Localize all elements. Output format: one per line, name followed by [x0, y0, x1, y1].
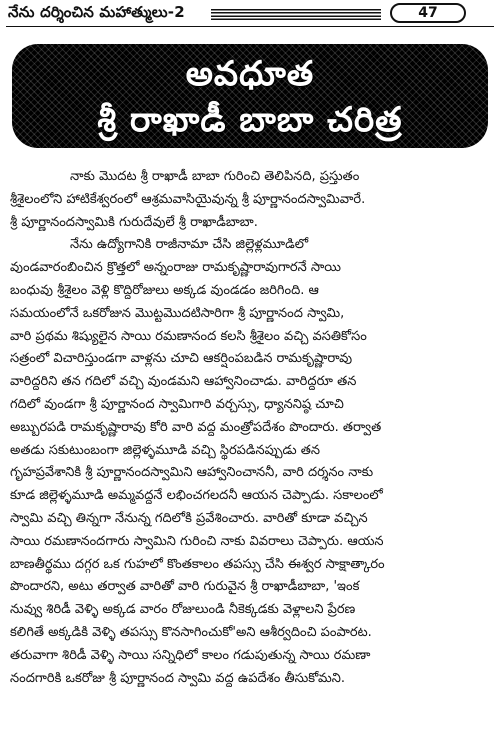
text-line: బాణతీర్థము దగ్గర ఒక గుహలో కొంతకాలం తపస్సు చేసి ఈశ్వర సాక్షాత్కారం	[10, 556, 385, 572]
text-line: శ్రీశైలంలోని హాటికేశ్వరంలో ఆశ్రమవాసియైవున్న శ్రీ పూర్ణానందస్వామివారే.	[10, 191, 366, 207]
text-line: వారిద్దరిని తన గదిలో వచ్చి వుండమని ఆహ్వానించాడు. వారిద్దరూ తన	[10, 374, 357, 390]
text-line: అతడు సకుటుంబంగా జిల్లెళ్ళమూడి వచ్చి స్థిరపడినప్పుడు తన	[10, 442, 320, 458]
text-line: శ్రీ పూర్ణానందస్వామికి గురుదేవులే శ్రీ రాఖాడీబాబా.	[10, 214, 258, 230]
running-header	[6, 3, 494, 25]
text-line: నందగారికి ఒకరోజు శ్రీ పూర్ణానంద స్వామి వద్ద ఉపదేశం తీసుకోమని.	[10, 670, 346, 686]
text-line: బంధువు శ్రీశైలం వెళ్లి కొద్దిరోజులు అక్కడ వుండడం జరిగింది. ఆ	[10, 282, 319, 298]
chapter-title-line-2: శ్రీ రాఖాడీ బాబా చరిత్ర	[97, 100, 403, 140]
text-line: స్వామి వచ్చి తిన్నగా నేనున్న గదిలోకి ప్రవేశించారు. వారితో కూడా వచ్చిన	[10, 510, 368, 526]
header-rule	[6, 26, 494, 27]
text-line: అబ్బురపడి రామకృష్ణారావు కోరి వారి వద్ద మంత్రోపదేశం పొందారు. తర్వాత	[10, 419, 382, 435]
text-line: కూడ జిల్లెళ్ళమూడి అమ్మవద్దనే లభించగలదనీ ఆయన చెప్పాడు. సకాలంలో	[10, 488, 383, 504]
text-line: నాకు మొదట శ్రీ రాఖాడీ బాబా గురించి తెలిపినది, ప్రస్తుతం	[70, 169, 360, 184]
running-title: నేను దర్శించిన మహాత్ములు-2	[8, 3, 185, 21]
page-number: 47	[390, 3, 466, 23]
text-line: తరువాగా శిరిడీ వెళ్ళి సాయి సన్నిధిలో కాలం గడుపుతున్న సాయి రమణా	[10, 647, 371, 663]
header-stripes-decoration	[211, 9, 381, 22]
text-line: గదిలో వుండగా శ్రీ పూర్ణానంద స్వామిగారి వర్చస్సు, ధ్యాననిష్ఠ చూచి	[10, 396, 344, 412]
chapter-title-line-1: అవధూత	[185, 54, 315, 94]
chapter-title-banner	[12, 44, 488, 148]
text-line: వారి ప్రథమ శిష్యులైన సాయి రమణానంద కలసి శ్రీశైలం వచ్చి వసతికోసం	[10, 328, 367, 344]
text-line: కలిగితే అక్కడికి వెళ్ళి తపస్సు కొనసాగించుకో'అని ఆశీర్వదించి పంపారట.	[10, 624, 372, 640]
paragraph-1	[10, 166, 490, 234]
text-line: నేను ఉద్యోగానికి రాజీనామా చేసి జిల్లెళ్లమూడిలో	[70, 237, 309, 253]
text-line: సాయి రమణానందగారు స్వామిని గురించి నాకు వివరాలు చెప్పారు. ఆయన	[10, 533, 384, 549]
text-line: నువ్వు శిరిడీ వెళ్ళి అక్కడ వారం రోజులుండి నీకెక్కడకు వెళ్లాలని ప్రేరణ	[10, 602, 356, 618]
text-line: వుండవారంబించిన క్రొత్తలో అన్నంరాజు రామకృష్ణారావుగారనే సాయి	[10, 260, 342, 276]
text-line: గృహప్రవేశానికి శ్రీ పూర్ణానందస్వామిని ఆహ్వానించాననీ, వారి దర్శనం నాకు	[10, 465, 374, 481]
text-line: సమయంలోనే ఒకరోజున మొట్టమొదటిసారిగా శ్రీ పూర్ణానంద స్వామి,	[10, 305, 345, 321]
chapter-body	[10, 166, 490, 690]
text-line: పొందారని, అటు తర్వాత వారితో వారి గురువైన శ్రీ రాఖాడీబాబా, 'ఇంక	[10, 579, 360, 595]
text-line: సత్రంలో విచారిస్తుండగా వాళ్లను చూచి ఆకర్షింపబడిన రామకృష్ణారావు	[10, 351, 353, 367]
paragraph-2	[10, 234, 490, 690]
